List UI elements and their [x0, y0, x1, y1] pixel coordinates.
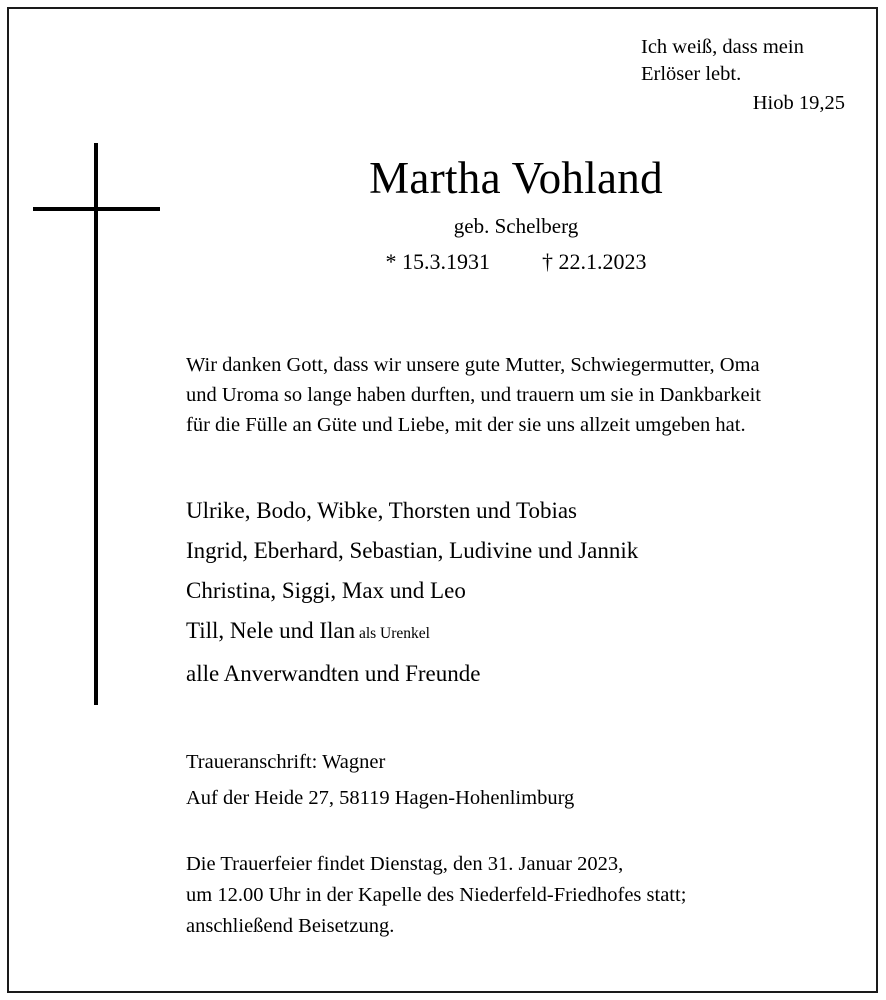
service-line: anschließend Beisetzung. [186, 915, 395, 937]
quote-line-2: Erlöser lebt. [641, 63, 742, 85]
service-line: um 12.00 Uhr in der Kapelle des Niederfeld-Friedhofes statt; [186, 884, 687, 906]
mourner-relation-note: als Urenkel [355, 625, 430, 642]
list-item [186, 531, 858, 571]
list-item [186, 654, 858, 694]
cross-horizontal-bar [33, 207, 160, 211]
cross-vertical-bar [94, 143, 98, 705]
condolence-address [186, 744, 858, 816]
tribute-line: und Uroma so lange haben durften, und trauern um sie in Dankbarkeit [186, 384, 761, 406]
quote-line-1: Ich weiß, dass mein [641, 36, 804, 58]
funeral-service-details [186, 849, 858, 942]
mourners-list [186, 491, 858, 694]
mourner-names: Ingrid, Eberhard, Sebastian, Ludivine und Jannik [186, 538, 639, 563]
deceased-header [186, 152, 846, 277]
mourner-names: Till, Nele und Ilan [186, 618, 356, 643]
list-item [186, 491, 858, 531]
birth-date: * 15.3.1931 [385, 249, 490, 274]
mourner-names: alle Anverwandten und Freunde [186, 661, 481, 686]
tribute-line: Wir danken Gott, dass wir unsere gute Mutter, Schwiegermutter, Oma [186, 354, 760, 376]
address-line: Auf der Heide 27, 58119 Hagen-Hohenlimburg [186, 787, 575, 809]
death-date: † 22.1.2023 [542, 249, 647, 274]
tribute-line: für die Fülle an Güte und Liebe, mit der sie uns allzeit umgeben hat. [186, 414, 746, 436]
mourner-names: Christina, Siggi, Max und Leo [186, 578, 466, 603]
notice-body [186, 350, 858, 942]
life-dates [186, 247, 846, 277]
deceased-name: Martha Vohland [369, 153, 663, 203]
mourner-names: Ulrike, Bodo, Wibke, Thorsten und Tobias [186, 498, 577, 523]
address-line: Traueranschrift: Wagner [186, 751, 386, 773]
list-item [186, 611, 858, 654]
scripture-quote [641, 34, 845, 117]
maiden-name: geb. Schelberg [453, 214, 579, 238]
tribute-paragraph [186, 350, 858, 440]
list-item [186, 571, 858, 611]
quote-reference: Hiob 19,25 [752, 92, 845, 114]
service-line: Die Trauerfeier findet Dienstag, den 31. Januar 2023, [186, 853, 624, 875]
